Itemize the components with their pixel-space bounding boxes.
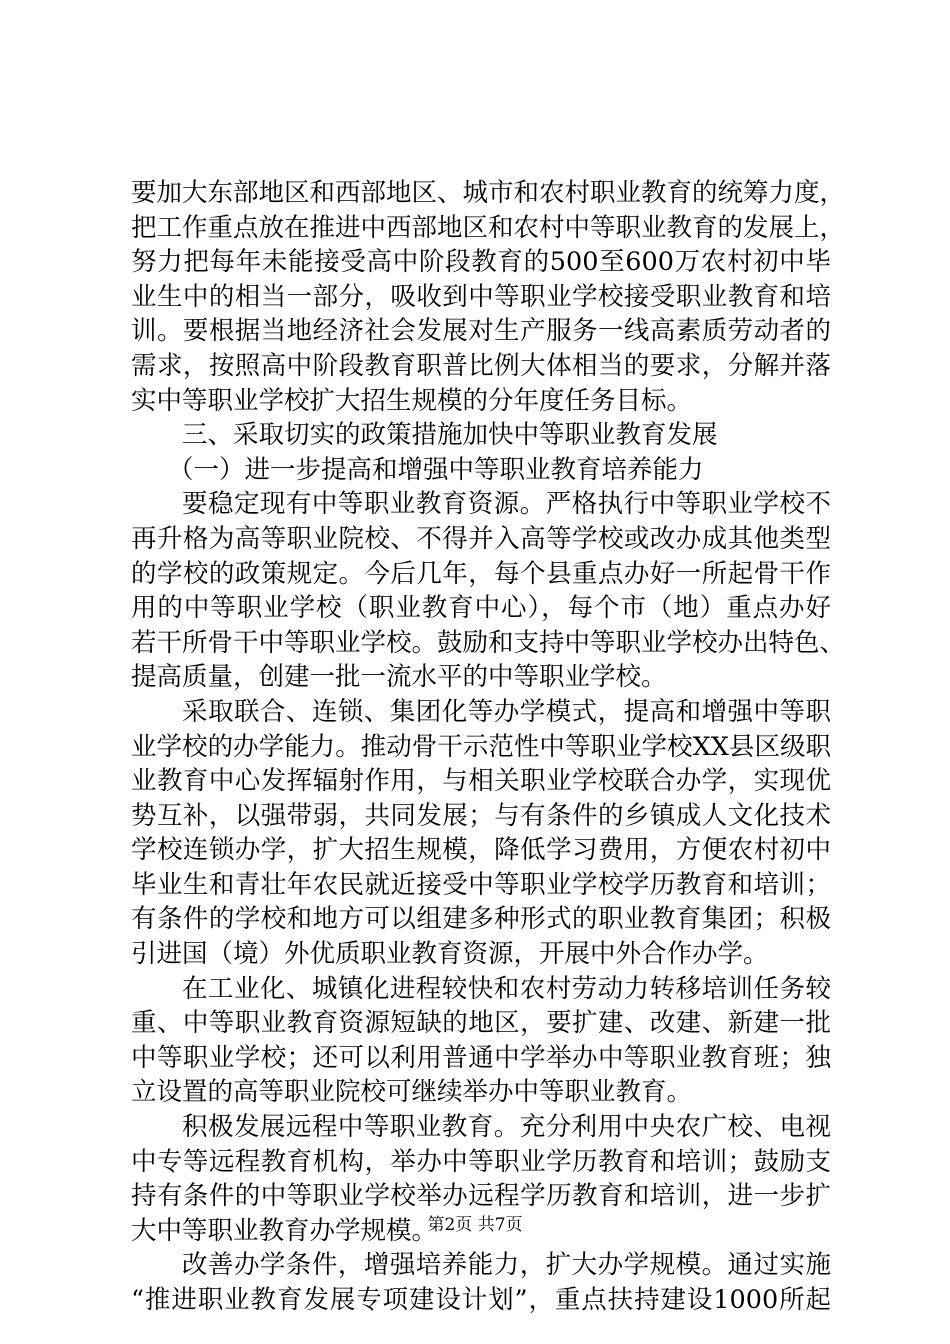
- section-heading: 三、采取切实的政策措施加快中等职业教育发展: [182, 420, 718, 451]
- text-line: 再升格为高等职业院校、不得并入高等学校或改办成其他类型: [131, 523, 831, 554]
- document-body: [131, 176, 846, 1318]
- text-line: 积极发展远程中等职业教育。充分利用中央农广校、电视: [182, 1112, 831, 1143]
- page-footer: 第2页 共7页: [427, 1215, 523, 1235]
- text-line: 训。要根据当地经济社会发展对生产服务一线高素质劳动者的: [131, 316, 831, 347]
- text-line: 引进国（境）外优质职业教育资源，开展中外合作办学。: [131, 939, 769, 970]
- text-line: 用的中等职业学校（职业教育中心），每个市（地）重点办好: [131, 593, 831, 624]
- text-line: 的学校的政策规定。今后几年，每个县重点办好一所起骨干作: [131, 558, 831, 589]
- text-line: 提高质量，创建一批一流水平的中等职业学校。: [131, 662, 667, 693]
- text-line: “推进职业教育发展专项建设计划”，重点扶持建设1000所起: [131, 1285, 831, 1315]
- text-line: 持有条件的中等职业学校举办远程学历教育和培训，进一步扩: [131, 1181, 831, 1212]
- text-line: 中专等远程教育机构，举办中等职业学历教育和培训；鼓励支: [131, 1146, 831, 1177]
- text-line: 要稳定现有中等职业教育资源。严格执行中等职业学校不: [182, 489, 831, 520]
- text-line: 中等职业学校；还可以利用普通中学举办中等职业教育班；独: [131, 1042, 831, 1073]
- text-line: 有条件的学校和地方可以组建多种形式的职业教育集团；积极: [131, 904, 831, 935]
- text-line: 大中等职业教育办学规模。: [131, 1215, 438, 1246]
- text-line: 需求，按照高中阶段教育职普比例大体相当的要求，分解并落: [131, 350, 831, 381]
- text-line: 努力把每年未能接受高中阶段教育的500至600万农村初中毕: [131, 247, 831, 278]
- text-line: 要加大东部地区和西部地区、城市和农村职业教育的统筹力度，: [131, 178, 846, 208]
- text-line: 若干所骨干中等职业学校。鼓励和支持中等职业学校办出特色、: [131, 627, 846, 658]
- text-line: 业生中的相当一部分，吸收到中等职业学校接受职业教育和培: [131, 281, 831, 312]
- text-line: 业学校的办学能力。推动骨干示范性中等职业学校XX县区级职: [131, 731, 831, 762]
- text-line: 势互补，以强带弱，共同发展；与有条件的乡镇成人文化技术: [131, 800, 831, 831]
- text-line: 立设置的高等职业院校可继续举办中等职业教育。: [131, 1077, 693, 1108]
- text-line: 在工业化、城镇化进程较快和农村劳动力转移培训任务较: [182, 973, 831, 1004]
- text-line: 毕业生和青壮年农民就近接受中等职业学校学历教育和培训；: [131, 869, 831, 900]
- text-line: 改善办学条件，增强培养能力，扩大办学规模。通过实施: [182, 1250, 831, 1281]
- text-line: 学校连锁办学，扩大招生规模，降低学习费用，方便农村初中: [131, 835, 831, 866]
- text-line: 业教育中心发挥辐射作用，与相关职业学校联合办学，实现优: [131, 766, 831, 797]
- subsection-heading: （一）进一步提高和增强中等职业教育培养能力: [168, 454, 704, 485]
- text-line: 重、中等职业教育资源短缺的地区，要扩建、改建、新建一批: [131, 1008, 831, 1039]
- text-line: 实中等职业学校扩大招生规模的分年度任务目标。: [131, 385, 693, 416]
- text-line: 采取联合、连锁、集团化等办学模式，提高和增强中等职: [182, 696, 831, 727]
- text-line: 把工作重点放在推进中西部地区和农村中等职业教育的发展上，: [131, 212, 846, 243]
